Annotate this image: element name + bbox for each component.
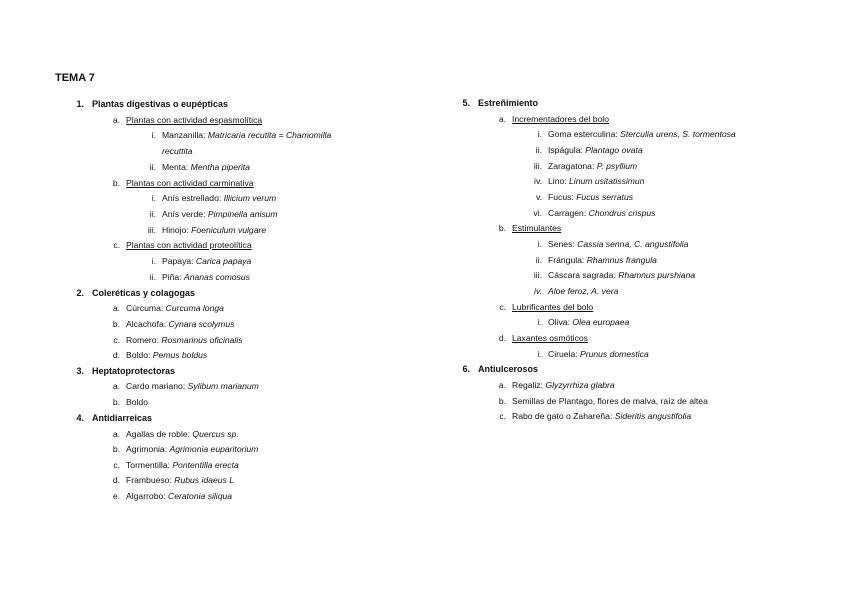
subsection-heading: d. Laxantes osmóticos	[498, 333, 588, 343]
list-item: c. Tormentilla: Pontentilla erecta	[113, 460, 239, 470]
list-item: i. Goma esterculina: Sterculia urens, S. tormentosa	[537, 129, 736, 139]
section-heading: 1. Plantas digestivas o eupépticas	[76, 99, 229, 109]
list-item: ii. Menta: Mentha piperita	[149, 162, 250, 172]
subsection-heading: b. Plantas con actividad carminativa	[112, 178, 254, 188]
section-heading: 2. Coleréticas y colagogas	[76, 288, 196, 298]
list-item: b. Alcachofa: Cynara scolymus	[112, 319, 235, 329]
list-item: a. Agallas de roble: Quercus sp.	[112, 429, 239, 439]
list-item: iii. Cáscara sagrada: Rhamnus purshiana	[533, 270, 696, 280]
list-item: i. Manzanilla: Matricaria recutita = Chamomilla	[151, 130, 332, 140]
list-item: a. Cardo mariano: Sylibum marianum	[112, 381, 259, 391]
list-item: ii. Frángula: Rhamnus frangula	[535, 255, 657, 265]
list-item: b. Boldo	[112, 397, 148, 407]
list-item: vi. Carragen: Chondrus crispus	[533, 208, 656, 218]
list-item: iii. Hinojo: Foeniculum vulgare	[147, 225, 267, 235]
list-item: i. Papaya: Carica papaya	[151, 256, 252, 266]
list-item: iv. Aloe feroz, A. vera	[534, 286, 619, 296]
list-item: i. Oliva: Olea europaea	[537, 317, 630, 327]
list-item: a. Regaliz: Glyzyrrhiza glabra	[498, 380, 615, 390]
list-item: c. Romero: Rosmarinus oficinalis	[113, 335, 243, 345]
subsection-heading: a. Plantas con actividad espasmolítica	[112, 115, 263, 125]
list-item: ii. Piña: Ananas comosus	[149, 272, 250, 282]
list-item: b. Agrimonia: Agrimonia euparitorium	[112, 444, 259, 454]
section-heading: 6. Antiulcerosos	[462, 364, 539, 374]
page-title: TEMA 7	[55, 72, 95, 84]
list-item: ii. Anís verde: Pimpinella anisum	[149, 209, 278, 219]
list-item: c. Rabo de gato o Zahareña: Sideritis angustifolia	[499, 411, 692, 421]
section-heading: 3. Heptatoprotectoras	[76, 366, 176, 376]
subsection-heading: a. Incrementadores del bolo	[498, 114, 609, 124]
list-item: i. Ciruela: Prunus domestica	[537, 349, 649, 359]
list-item: ii. Ispágula: Plantago ovata	[535, 145, 643, 155]
list-item: i. Senes: Cassia senna, C. angustifolia	[537, 239, 689, 249]
subsection-heading: c. Lubrificantes del bolo	[499, 302, 594, 312]
list-item: a. Cúrcuma: Curcuma longa	[112, 303, 224, 313]
list-item: b. Semillas de Plantago, flores de malva, raíz de altea	[498, 396, 708, 406]
list-item: e. Algarrobo: Ceratonia siliqua	[112, 491, 233, 501]
list-item: d. Frambueso: Rubus idaeus L	[112, 475, 234, 485]
section-heading: 5. Estreñimiento	[462, 98, 539, 108]
subsection-heading: b. Estimulantes	[498, 223, 562, 233]
subsection-heading: c. Plantas con actividad proteolítica	[113, 240, 252, 250]
list-item: d. Boldo: Pemus boldus	[112, 350, 208, 360]
section-heading: 4. Antidiarreicas	[76, 413, 153, 423]
list-item: i. Anís estrellado: Illicium verum	[151, 193, 277, 203]
list-item: iv. Lino: Linum usitatissimun	[534, 176, 645, 186]
list-item: v. Fucus: Fucus serratus	[535, 192, 634, 202]
list-item: iii. Zaragatona: P. psyllium	[533, 161, 638, 171]
list-item-continuation: recuttita	[162, 146, 193, 156]
